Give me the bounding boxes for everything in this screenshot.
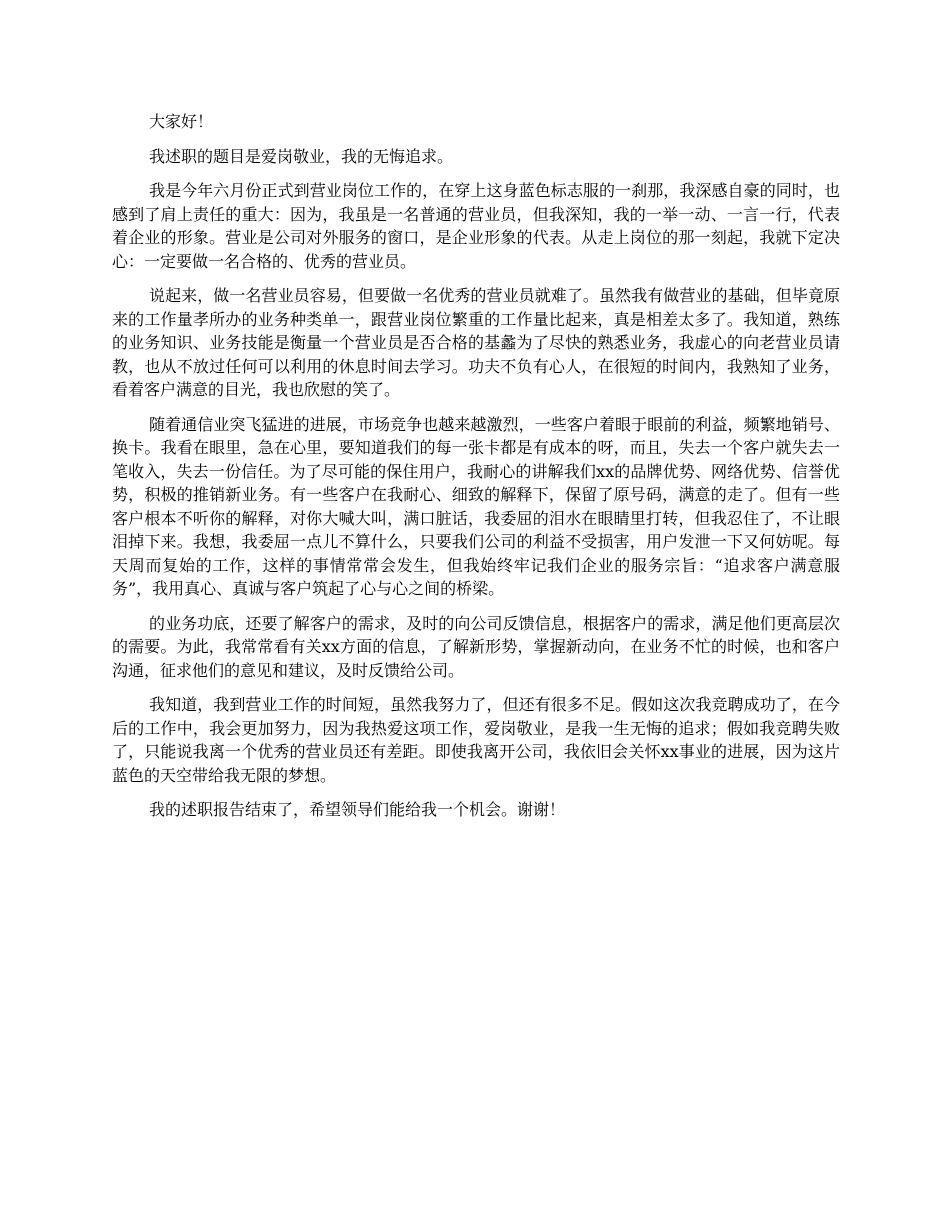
- body-paragraph: 的业务功底，还要了解客户的需求，及时的向公司反馈信息，根据客户的需求，满足他们更高层次的需要。为此，我常常看有关xx方面的信息，了解新形势，掌握新动向，在业务不忙的时候，也和客户沟通，征求他们的意见和建议，及时反馈给公司。: [112, 613, 840, 680]
- topic-paragraph: 我述职的题目是爱岗敬业，我的无悔追求。: [149, 146, 454, 166]
- closing-paragraph: 我的述职报告结束了，希望领导们能给我一个机会。谢谢！: [149, 800, 566, 819]
- body-paragraph: 说起来，做一名营业员容易，但要做一名优秀的营业员就难了。虽然我有做营业的基础，但毕竟原来的工作量孝所办的业务种类单一，跟营业岗位繁重的工作量比起来，真是相差太多了。我知道，熟练的业务知识、业务技能是衡量一个营业员是否合格的基蠡为了尽快的熟悉业务，我虚心的向老营业员请教，也从不放过任何可以利用的休息时间去学习。功夫不负有心人，在很短的时间内，我熟知了业务，看着客户满意的目光，我也欣慰的笑了。: [112, 286, 840, 399]
- body-paragraph: 随着通信业突飞猛进的进展，市场竞争也越来越激烈，一些客户着眼于眼前的利益，频繁地销号、换卡。我看在眼里，急在心里，要知道我们的每一张卡都是有成本的呀，而且，失去一个客户就失去一笔收入，失去一份信任。为了尽可能的保住用户，我耐心的讲解我们xx的品牌优势、网络优势、信誉优势，积极的推销新业务。有一些客户在我耐心、细致的解释下，保留了原号码，满意的走了。但有一些客户根本不听你的解释，对你大喊大叫，满口脏话，我委屈的泪水在眼睛里打转，但我忍住了，不让眼泪掉下来。我想，我委屈一点儿不算什么，只要我们公司的利益不受损害，用户发泄一下又何妨呢。每天周而复始的工作，这样的事情常常会发生，但我始终牢记我们企业的服务宗旨：“追求客户满意服务”，我用真心、真诚与客户筑起了心与心之间的桥梁。: [112, 414, 840, 598]
- body-paragraph: 我知道，我到营业工作的时间短，虽然我努力了，但还有很多不足。假如这次我竞聘成功了，在今后的工作中，我会更加努力，因为我热爱这项工作，爱岗敬业，是我一生无悔的追求；假如我竞聘失败了，只能说我离一个优秀的营业员还有差距。即使我离开公司，我依旧会关怀xx事业的进展，因为这片蓝色的天空带给我无限的梦想。: [112, 695, 840, 785]
- greeting-paragraph: 大家好！: [149, 112, 214, 131]
- body-paragraph: 我是今年六月份正式到营业岗位工作的，在穿上这身蓝色标志服的一刹那，我深感自豪的同时，也感到了肩上责任的重大：因为，我虽是一名普通的营业员，但我深知，我的一举一动、一言一行，代表着企业的形象。营业是公司对外服务的窗口，是企业形象的代表。从走上岗位的那一刻起，我就下定决心：一定要做一名合格的、优秀的营业员。: [112, 181, 840, 271]
- document-body: [112, 110, 840, 833]
